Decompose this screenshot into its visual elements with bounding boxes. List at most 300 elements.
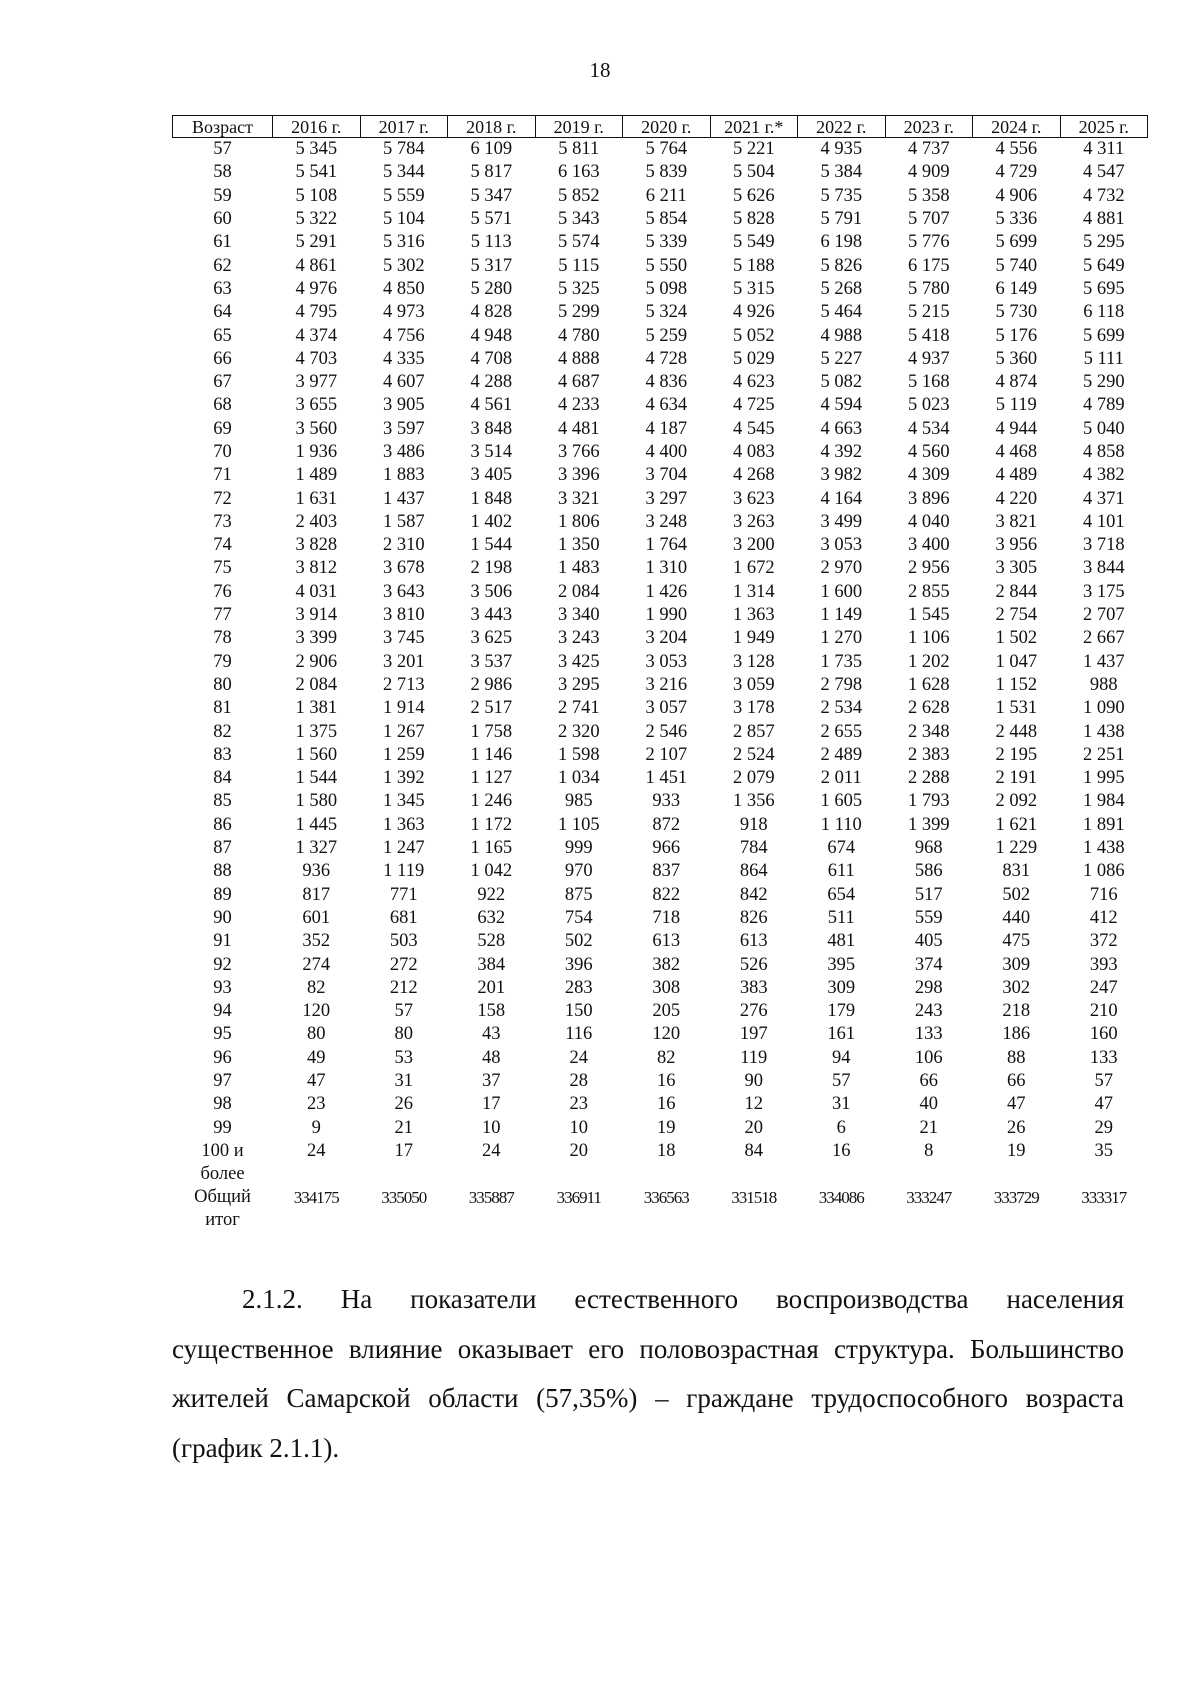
value-cell: 2 855 <box>907 581 950 602</box>
age-cell: 72 <box>213 488 232 509</box>
value-cell: 2 956 <box>907 558 950 579</box>
value-cell: 6 <box>836 1117 846 1138</box>
value-cell: 4 858 <box>1082 442 1125 462</box>
value-cell: 2 844 <box>995 581 1038 602</box>
value-cell: 3 704 <box>645 465 688 486</box>
value-cell: 2 798 <box>820 674 863 695</box>
table-row <box>173 1093 1148 1116</box>
age-cell: 58 <box>213 162 232 183</box>
table-row <box>173 487 1148 510</box>
table-row <box>173 1140 1148 1186</box>
value-cell: 3 625 <box>470 628 513 649</box>
value-cell: 53 <box>394 1047 413 1068</box>
value-cell: 5 854 <box>645 209 688 230</box>
table-row <box>173 208 1148 231</box>
age-cell: 59 <box>213 185 232 206</box>
value-cell: 4 944 <box>995 418 1038 439</box>
value-cell: 4 789 <box>1082 395 1125 416</box>
value-cell: 2 288 <box>907 768 950 789</box>
age-cell: 88 <box>213 861 232 882</box>
value-cell: 1 437 <box>1082 651 1125 672</box>
value-cell: 133 <box>1089 1047 1118 1068</box>
value-cell: 5 764 <box>645 139 688 160</box>
value-cell: 4 725 <box>732 395 775 416</box>
value-cell: 5 325 <box>557 278 600 299</box>
value-cell: 1 202 <box>907 651 950 672</box>
age-cell: 79 <box>213 651 232 672</box>
value-cell: 3 053 <box>820 535 863 556</box>
value-cell: 405 <box>914 931 943 952</box>
value-cell: 218 <box>1002 1001 1031 1022</box>
value-cell: 2 489 <box>820 744 863 765</box>
value-cell: 1 531 <box>995 698 1038 719</box>
value-cell: 1 090 <box>1082 698 1125 719</box>
value-cell: 1 544 <box>295 768 338 789</box>
value-cell: 16 <box>657 1094 676 1115</box>
value-cell: 999 <box>564 838 593 859</box>
age-cell: 76 <box>213 581 232 602</box>
value-cell: 1 246 <box>470 791 513 812</box>
value-cell: 4 392 <box>820 442 863 462</box>
value-cell: 4 288 <box>470 372 513 393</box>
value-cell: 5 295 <box>1082 232 1125 253</box>
value-cell: 3 821 <box>995 511 1038 532</box>
table-row <box>173 278 1148 301</box>
value-cell: 1 149 <box>820 605 863 626</box>
value-cell: 383 <box>739 977 768 998</box>
value-cell: 2 741 <box>557 698 600 719</box>
value-cell: 4 828 <box>470 302 513 323</box>
value-cell: 5 571 <box>470 209 513 230</box>
value-cell: 5 104 <box>382 209 425 230</box>
value-cell: 970 <box>564 861 593 882</box>
table-row <box>173 1047 1148 1070</box>
value-cell: 5 316 <box>382 232 425 253</box>
age-cell: 90 <box>213 907 232 928</box>
value-cell: 2 195 <box>995 744 1038 765</box>
value-cell: 412 <box>1089 907 1118 928</box>
value-cell: 5 108 <box>295 185 338 206</box>
value-cell: 6 118 <box>1083 302 1125 323</box>
age-cell: 78 <box>213 628 232 649</box>
value-cell: 4 906 <box>995 185 1038 206</box>
age-cell: 84 <box>213 768 232 789</box>
value-cell: 21 <box>919 1117 938 1138</box>
value-cell: 1 247 <box>382 838 425 859</box>
value-cell: 5 735 <box>820 185 863 206</box>
value-cell: 5 029 <box>732 348 775 369</box>
value-cell: 875 <box>564 884 593 905</box>
value-cell: 2 707 <box>1082 605 1125 626</box>
value-cell: 5 358 <box>907 185 950 206</box>
value-cell: 2 667 <box>1082 628 1125 649</box>
value-cell: 1 363 <box>732 605 775 626</box>
value-cell: 19 <box>1007 1140 1026 1161</box>
age-cell: 85 <box>213 791 232 812</box>
value-cell: 82 <box>657 1047 676 1068</box>
value-cell: 23 <box>569 1094 588 1115</box>
age-cell: 65 <box>213 325 232 346</box>
value-cell: 4 547 <box>1082 162 1125 183</box>
table-row <box>173 161 1148 184</box>
value-cell: 1 545 <box>907 605 950 626</box>
value-cell: 5 549 <box>732 232 775 253</box>
value-cell: 18 <box>657 1140 676 1161</box>
value-cell: 24 <box>307 1140 326 1161</box>
value-cell: 5 098 <box>645 278 688 299</box>
age-cell: 68 <box>213 395 232 416</box>
age-cell: 67 <box>213 372 232 393</box>
value-cell: 5 188 <box>732 255 775 276</box>
value-cell: 1 502 <box>995 628 1038 649</box>
value-cell: 3 896 <box>907 488 950 509</box>
age-cell: 64 <box>213 302 232 323</box>
age-cell: 83 <box>213 744 232 765</box>
value-cell: 5 574 <box>557 232 600 253</box>
value-cell: 48 <box>482 1047 501 1068</box>
value-cell: 1 314 <box>732 581 775 602</box>
value-cell: 3 812 <box>295 558 338 579</box>
value-cell: 1 914 <box>382 698 425 719</box>
value-cell: 5 119 <box>995 395 1037 416</box>
value-cell: 4 874 <box>995 372 1038 393</box>
value-cell: 3 200 <box>732 535 775 556</box>
table-body <box>173 138 1148 1232</box>
value-cell: 1 445 <box>295 814 338 835</box>
value-cell: 5 111 <box>1083 348 1124 369</box>
value-cell: 4 374 <box>295 325 338 346</box>
body-paragraph <box>172 1275 1124 1473</box>
year-column-header: 2020 г. <box>623 116 711 138</box>
age-cell: 94 <box>213 1001 232 1022</box>
value-cell: 5 791 <box>820 209 863 230</box>
value-cell: 16 <box>657 1071 676 1092</box>
value-cell: 817 <box>302 884 331 905</box>
value-cell: 80 <box>307 1024 326 1045</box>
value-cell: 754 <box>564 907 593 928</box>
value-cell: 4 164 <box>820 488 863 509</box>
value-cell: 988 <box>1089 674 1118 695</box>
value-cell: 4 881 <box>1082 209 1125 230</box>
age-cell: 77 <box>213 605 232 626</box>
value-cell: 3 643 <box>382 581 425 602</box>
value-cell: 1 165 <box>470 838 513 859</box>
value-cell: 2 191 <box>995 768 1038 789</box>
age-cell: 60 <box>213 209 232 230</box>
value-cell: 985 <box>564 791 593 812</box>
value-cell: 4 187 <box>645 418 688 439</box>
value-cell: 2 383 <box>907 744 950 765</box>
value-cell: 43 <box>482 1024 501 1045</box>
value-cell: 3 745 <box>382 628 425 649</box>
value-cell: 864 <box>739 861 768 882</box>
value-cell: 10 <box>569 1117 588 1138</box>
value-cell: 20 <box>569 1140 588 1161</box>
value-cell: 3 844 <box>1082 558 1125 579</box>
value-cell: 3 321 <box>557 488 600 509</box>
value-cell: 5 280 <box>470 278 513 299</box>
value-cell: 31 <box>394 1071 413 1092</box>
value-cell: 4 560 <box>907 442 950 462</box>
value-cell: 120 <box>302 1001 331 1022</box>
value-cell: 1 605 <box>820 791 863 812</box>
value-cell: 4 382 <box>1082 465 1125 486</box>
value-cell: 2 524 <box>732 744 775 765</box>
value-cell: 161 <box>827 1024 856 1045</box>
value-cell: 5 302 <box>382 255 425 276</box>
value-cell: 3 059 <box>732 674 775 695</box>
value-cell: 272 <box>389 954 418 975</box>
value-cell: 4 031 <box>295 581 338 602</box>
value-cell: 3 405 <box>470 465 513 486</box>
value-cell: 1 042 <box>470 861 513 882</box>
value-cell: 611 <box>827 861 855 882</box>
value-cell: 4 400 <box>645 442 688 462</box>
value-cell: 4 481 <box>557 418 600 439</box>
value-cell: 1 764 <box>645 535 688 556</box>
value-cell: 3 425 <box>557 651 600 672</box>
value-cell: 20 <box>744 1117 763 1138</box>
value-cell: 3 053 <box>645 651 688 672</box>
value-cell: 4 988 <box>820 325 863 346</box>
value-cell: 3 400 <box>907 535 950 556</box>
age-cell: 92 <box>213 954 232 975</box>
value-cell: 150 <box>564 1001 593 1022</box>
age-cell: 74 <box>213 535 232 556</box>
value-cell: 6 109 <box>470 139 513 160</box>
value-cell: 186 <box>1002 1024 1031 1045</box>
value-cell: 1 105 <box>557 814 600 835</box>
value-cell: 49 <box>307 1047 326 1068</box>
value-cell: 35 <box>1094 1140 1113 1161</box>
value-cell: 5 324 <box>645 302 688 323</box>
table-row <box>173 1070 1148 1093</box>
value-cell: 24 <box>482 1140 501 1161</box>
value-cell: 2 534 <box>820 698 863 719</box>
value-cell: 4 534 <box>907 418 950 439</box>
value-cell: 309 <box>827 977 856 998</box>
value-cell: 632 <box>477 907 506 928</box>
value-cell: 3 956 <box>995 535 1038 556</box>
value-cell: 601 <box>302 907 331 928</box>
table-row <box>173 977 1148 1000</box>
value-cell: 5 052 <box>732 325 775 346</box>
value-cell: 517 <box>914 884 943 905</box>
total-value-cell: 334086 <box>818 1187 864 1207</box>
value-cell: 37 <box>482 1071 501 1092</box>
value-cell: 1 375 <box>295 721 338 742</box>
value-cell: 2 546 <box>645 721 688 742</box>
value-cell: 1 119 <box>383 861 425 882</box>
value-cell: 4 937 <box>907 348 950 369</box>
value-cell: 395 <box>827 954 856 975</box>
table-row <box>173 697 1148 720</box>
value-cell: 5 559 <box>382 185 425 206</box>
value-cell: 1 483 <box>557 558 600 579</box>
table-row <box>173 884 1148 907</box>
value-cell: 4 703 <box>295 348 338 369</box>
table-row <box>173 511 1148 534</box>
value-cell: 5 418 <box>907 325 950 346</box>
value-cell: 133 <box>914 1024 943 1045</box>
value-cell: 1 110 <box>820 814 862 835</box>
value-cell: 842 <box>739 884 768 905</box>
value-cell: 4 040 <box>907 511 950 532</box>
total-value-cell: 335887 <box>468 1187 514 1207</box>
value-cell: 5 852 <box>557 185 600 206</box>
value-cell: 5 343 <box>557 209 600 230</box>
year-column-header: 2019 г. <box>535 116 623 138</box>
value-cell: 283 <box>564 977 593 998</box>
age-cell: 73 <box>213 511 232 532</box>
value-cell: 2 655 <box>820 721 863 742</box>
age-cell: 69 <box>213 418 232 439</box>
value-cell: 1 392 <box>382 768 425 789</box>
value-cell: 1 327 <box>295 838 338 859</box>
value-cell: 5 695 <box>1082 278 1125 299</box>
value-cell: 5 168 <box>907 372 950 393</box>
table-row <box>173 930 1148 953</box>
value-cell: 19 <box>657 1117 676 1138</box>
value-cell: 8 <box>924 1140 934 1161</box>
value-cell: 5 345 <box>295 139 338 160</box>
table-row <box>173 627 1148 650</box>
value-cell: 1 345 <box>382 791 425 812</box>
value-cell: 4 311 <box>1083 139 1125 160</box>
value-cell: 1 848 <box>470 488 513 509</box>
value-cell: 681 <box>389 907 418 928</box>
value-cell: 3 178 <box>732 698 775 719</box>
value-cell: 1 793 <box>907 791 950 812</box>
value-cell: 5 360 <box>995 348 1038 369</box>
value-cell: 1 047 <box>995 651 1038 672</box>
value-cell: 4 861 <box>295 255 338 276</box>
age-cell: 82 <box>213 721 232 742</box>
age-column-header: Возраст <box>173 116 273 138</box>
value-cell: 2 448 <box>995 721 1038 742</box>
table-row <box>173 674 1148 697</box>
value-cell: 6 149 <box>995 278 1038 299</box>
paragraph-text: На показатели естественного воспроизводства населения существенное влияние оказывает его половозрастная структура. Большинство жителей Самарской области (57,35%) – граждане трудоспособного возраста (график 2.1.1). <box>172 1284 1124 1463</box>
population-table <box>172 115 1148 1232</box>
value-cell: 1 034 <box>557 768 600 789</box>
value-cell: 674 <box>827 838 856 859</box>
value-cell: 3 848 <box>470 418 513 439</box>
age-cell: 71 <box>213 465 232 486</box>
value-cell: 1 363 <box>382 814 425 835</box>
value-cell: 3 204 <box>645 628 688 649</box>
value-cell: 5 344 <box>382 162 425 183</box>
age-cell: 81 <box>213 698 232 719</box>
value-cell: 210 <box>1089 1001 1118 1022</box>
value-cell: 3 399 <box>295 628 338 649</box>
value-cell: 384 <box>477 954 506 975</box>
value-cell: 1 106 <box>907 628 950 649</box>
value-cell: 1 891 <box>1082 814 1125 835</box>
value-cell: 5 290 <box>1082 372 1125 393</box>
value-cell: 4 732 <box>1082 185 1125 206</box>
table-row <box>173 138 1148 162</box>
year-column-header: 2023 г. <box>885 116 973 138</box>
value-cell: 40 <box>919 1094 938 1115</box>
value-cell: 3 718 <box>1082 535 1125 556</box>
value-cell: 5 780 <box>907 278 950 299</box>
value-cell: 4 948 <box>470 325 513 346</box>
value-cell: 5 176 <box>995 325 1038 346</box>
value-cell: 24 <box>569 1047 588 1068</box>
value-cell: 4 737 <box>907 139 950 160</box>
value-cell: 3 340 <box>557 605 600 626</box>
value-cell: 2 906 <box>295 651 338 672</box>
table-row <box>173 254 1148 277</box>
value-cell: 933 <box>652 791 681 812</box>
value-cell: 3 766 <box>557 442 600 462</box>
value-cell: 2 310 <box>382 535 425 556</box>
value-cell: 4 663 <box>820 418 863 439</box>
value-cell: 4 371 <box>1082 488 1125 509</box>
value-cell: 158 <box>477 1001 506 1022</box>
year-column-header: 2022 г. <box>798 116 886 138</box>
value-cell: 1 229 <box>995 838 1038 859</box>
age-cell: 89 <box>213 884 232 905</box>
value-cell: 3 499 <box>820 511 863 532</box>
total-value-cell: 335050 <box>381 1187 427 1207</box>
page-number: 18 <box>589 58 611 82</box>
value-cell: 3 828 <box>295 535 338 556</box>
value-cell: 5 221 <box>732 139 775 160</box>
year-column-header: 2017 г. <box>360 116 448 138</box>
value-cell: 5 699 <box>995 232 1038 253</box>
table-row <box>173 371 1148 394</box>
value-cell: 274 <box>302 954 331 975</box>
value-cell: 4 634 <box>645 395 688 416</box>
value-cell: 1 735 <box>820 651 863 672</box>
value-cell: 396 <box>564 954 593 975</box>
value-cell: 5 291 <box>295 232 338 253</box>
value-cell: 1 600 <box>820 581 863 602</box>
value-cell: 17 <box>482 1094 501 1115</box>
value-cell: 5 115 <box>558 255 600 276</box>
paragraph-number: 2.1.2. <box>242 1284 303 1314</box>
value-cell: 5 828 <box>732 209 775 230</box>
value-cell: 57 <box>1094 1071 1113 1092</box>
value-cell: 276 <box>739 1001 768 1022</box>
value-cell: 5 649 <box>1082 255 1125 276</box>
total-row <box>173 1186 1148 1232</box>
value-cell: 1 259 <box>382 744 425 765</box>
value-cell: 1 426 <box>645 581 688 602</box>
value-cell: 5 817 <box>470 162 513 183</box>
value-cell: 3 128 <box>732 651 775 672</box>
value-cell: 94 <box>832 1047 851 1068</box>
value-cell: 4 687 <box>557 372 600 393</box>
value-cell: 1 990 <box>645 605 688 626</box>
value-cell: 309 <box>1002 954 1031 975</box>
value-cell: 822 <box>652 884 681 905</box>
table-row <box>173 814 1148 837</box>
value-cell: 84 <box>744 1140 763 1161</box>
value-cell: 1 489 <box>295 465 338 486</box>
value-cell: 4 101 <box>1082 511 1125 532</box>
value-cell: 308 <box>652 977 681 998</box>
value-cell: 2 320 <box>557 721 600 742</box>
value-cell: 3 263 <box>732 511 775 532</box>
value-cell: 3 597 <box>382 418 425 439</box>
value-cell: 352 <box>302 931 331 952</box>
value-cell: 5 784 <box>382 139 425 160</box>
value-cell: 526 <box>739 954 768 975</box>
value-cell: 1 451 <box>645 768 688 789</box>
